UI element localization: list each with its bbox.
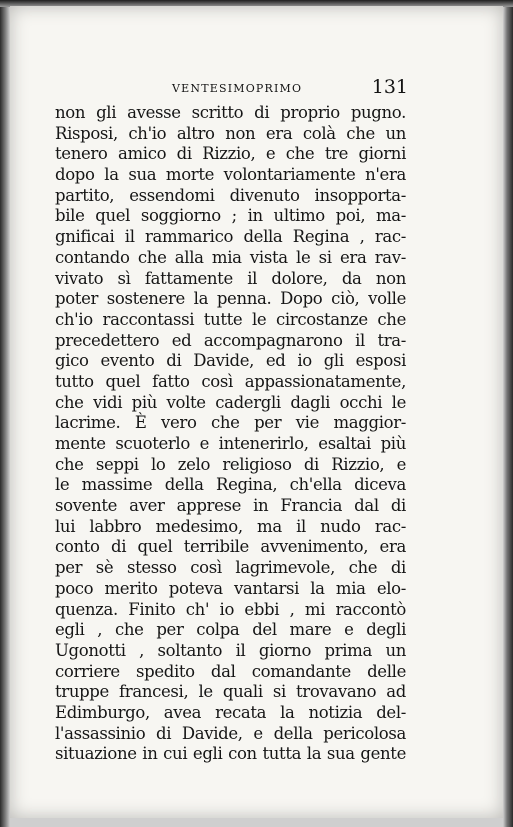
text-line: Edimburgo, avea recata la notizia del-: [55, 702, 406, 722]
text-line: bile quel soggiorno ; in ultimo poi, ma-: [55, 206, 406, 226]
text-line: vivato sì fattamente il dolore, da non: [55, 268, 406, 288]
running-title: VENTESIMOPRIMO: [172, 82, 303, 95]
text-line: partito, essendomi divenuto insopporta-: [55, 185, 406, 205]
text-line: lui labbro medesimo, ma il nudo rac-: [55, 516, 406, 536]
text-line: precedettero ed accompagnarono il tra-: [55, 330, 406, 350]
text-line: egli , che per colpa del mare e degli: [55, 620, 406, 640]
text-line: tutto quel fatto così appassionatamente,: [55, 371, 406, 391]
text-line: quenza. Finito ch' io ebbi , mi raccontò: [55, 599, 406, 619]
text-line: sovente aver apprese in Francia dal di: [55, 496, 406, 516]
text-line: dopo la sua morte volontariamente n'era: [55, 165, 406, 185]
text-line: Ugonotti , soltanto il giorno prima un: [55, 640, 406, 660]
text-line: che seppi lo zelo religioso di Rizzio, e: [55, 454, 406, 474]
page-edge-right: [503, 0, 513, 827]
text-line: mente scuoterlo e intenerirlo, esaltai più: [55, 434, 406, 453]
text-line: corriere spedito dal comandante delle: [55, 661, 406, 681]
text-line: truppe francesi, le quali si trovavano ad: [55, 682, 406, 702]
page-edge-left: [0, 0, 10, 827]
text-line: ch'io raccontassi tutte le circostanze che: [55, 309, 406, 329]
text-line: poco merito poteva vantarsi la mia elo-: [55, 578, 406, 598]
text-line: gnificai il rammarico della Regina , rac-: [55, 227, 406, 247]
text-line: contando che alla mia vista le si era rav-: [55, 247, 406, 267]
text-line: tenero amico di Rizzio, e che tre giorni: [55, 144, 406, 164]
text-line: poter sostenere la penna. Dopo ciò, volle: [55, 289, 406, 309]
text-line: situazione in cui egli con tutta la sua gente: [55, 744, 406, 764]
text-line: non gli avesse scritto di proprio pugno.: [55, 103, 406, 122]
text-line: per sè stesso così lagrimevole, che di: [55, 558, 406, 578]
text-line: che vidi più volte cadergli dagli occhi le: [55, 392, 406, 412]
text-line: l'assassinio di Davide, e della pericolosa: [55, 723, 406, 743]
body-text: [55, 103, 406, 765]
page-number: 131: [371, 76, 408, 98]
running-head: [52, 76, 408, 102]
text-line: lacrime. È vero che per vie maggior-: [55, 413, 406, 433]
text-line: conto di quel terribile avvenimento, era: [55, 537, 406, 557]
text-line: Risposi, ch'io altro non era colà che un: [55, 123, 406, 143]
text-line: le massime della Regina, ch'ella diceva: [55, 475, 406, 495]
text-line: gico evento di Davide, ed io gli esposi: [55, 351, 406, 371]
